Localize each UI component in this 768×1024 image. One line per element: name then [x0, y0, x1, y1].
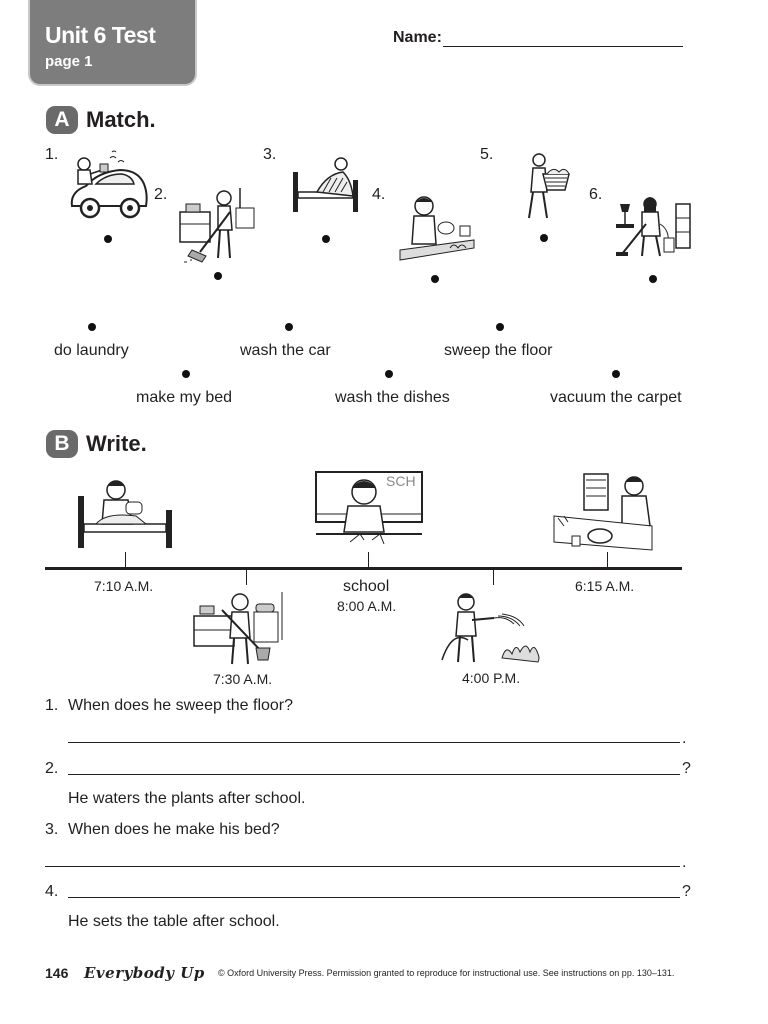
washing-car-picture [68, 150, 150, 222]
picture-dot-3[interactable] [322, 235, 330, 243]
section-a-title: Match. [86, 107, 156, 132]
picture-number-3: 3. [263, 146, 277, 163]
picture-dot-1[interactable] [104, 235, 112, 243]
phrase-do-laundry: do laundry [54, 342, 129, 359]
test-title: Unit 6 Test [45, 22, 156, 48]
phrase-make-my-bed: make my bed [136, 389, 233, 406]
sweeping-floor-picture [178, 184, 256, 264]
picture-number-1: 1. [45, 146, 59, 163]
making-bed-picture [291, 156, 361, 216]
timeline-sweeping-picture [192, 590, 288, 668]
phrase-sweep-the-floor: sweep the floor [444, 342, 553, 359]
phrase-dot-make-my-bed[interactable] [182, 370, 190, 378]
name-label: Name: [393, 29, 442, 46]
answer-1-period: . [682, 730, 687, 747]
question-line-4[interactable] [68, 897, 680, 898]
svg-text:SCH: SCH [386, 473, 416, 489]
vacuuming-picture [612, 194, 692, 262]
timeline-watering-plants-picture [436, 590, 548, 668]
phrase-wash-the-dishes: wash the dishes [335, 389, 450, 406]
picture-dot-6[interactable] [649, 275, 657, 283]
washing-dishes-picture [398, 192, 476, 264]
timeline-label-make-bed: 7:10 A.M. [94, 578, 154, 594]
question-1-number: 1. [45, 697, 59, 714]
question-3-number: 3. [45, 821, 59, 838]
timeline-making-bed-picture [76, 474, 176, 552]
phrase-vacuum-the-carpet: vacuum the carpet [550, 389, 682, 406]
timeline-axis [45, 567, 682, 570]
picture-number-6: 6. [589, 186, 603, 203]
phrase-dot-vacuum-the-carpet[interactable] [612, 370, 620, 378]
answer-4-text: He sets the table after school. [68, 913, 280, 930]
question-2-mark: ? [682, 760, 691, 777]
picture-dot-2[interactable] [214, 272, 222, 280]
answer-2-text: He waters the plants after school. [68, 790, 306, 807]
laundry-basket-picture [525, 152, 575, 222]
phrase-dot-wash-the-dishes[interactable] [385, 370, 393, 378]
timeline-tick [125, 552, 126, 567]
question-4-mark: ? [682, 883, 691, 900]
timeline-tick [607, 552, 608, 567]
question-4-number: 4. [45, 883, 59, 900]
timeline-school-desk-picture [314, 470, 424, 554]
timeline-label-school-time: 8:00 A.M. [337, 598, 397, 614]
section-b-badge: B [46, 430, 78, 458]
phrase-dot-sweep-the-floor[interactable] [496, 323, 504, 331]
timeline-setting-table-picture [552, 472, 664, 552]
section-a-badge: A [46, 106, 78, 134]
answer-line-1[interactable] [68, 742, 680, 743]
question-line-2[interactable] [68, 774, 680, 775]
name-field[interactable] [443, 46, 683, 47]
section-b-title: Write. [86, 431, 147, 456]
picture-number-5: 5. [480, 146, 494, 163]
page-label: page 1 [45, 53, 93, 70]
question-3-text: When does he make his bed? [68, 821, 280, 838]
phrase-wash-the-car: wash the car [240, 342, 331, 359]
answer-3-period: . [682, 854, 687, 871]
picture-number-4: 4. [372, 186, 386, 203]
timeline-label-water: 4:00 P.M. [462, 670, 521, 686]
question-2-number: 2. [45, 760, 59, 777]
timeline-tick [246, 570, 247, 585]
answer-line-3[interactable] [45, 866, 680, 867]
copyright-notice: © Oxford University Press. Permission granted to reproduce for instructional use. See instructions on pp. 130–131. [218, 968, 675, 978]
picture-number-2: 2. [154, 186, 168, 203]
question-1-text: When does he sweep the floor? [68, 697, 294, 714]
timeline-label-set-table: 6:15 A.M. [575, 578, 635, 594]
timeline-tick [368, 552, 369, 567]
picture-dot-5[interactable] [540, 234, 548, 242]
timeline-tick [493, 570, 494, 585]
timeline-label-school: school [343, 578, 390, 595]
timeline-label-sweep: 7:30 A.M. [213, 671, 273, 687]
brand-logo: Everybody Up [84, 964, 205, 982]
page-number: 146 [45, 965, 69, 981]
phrase-dot-do-laundry[interactable] [88, 323, 96, 331]
phrase-dot-wash-the-car[interactable] [285, 323, 293, 331]
picture-dot-4[interactable] [431, 275, 439, 283]
